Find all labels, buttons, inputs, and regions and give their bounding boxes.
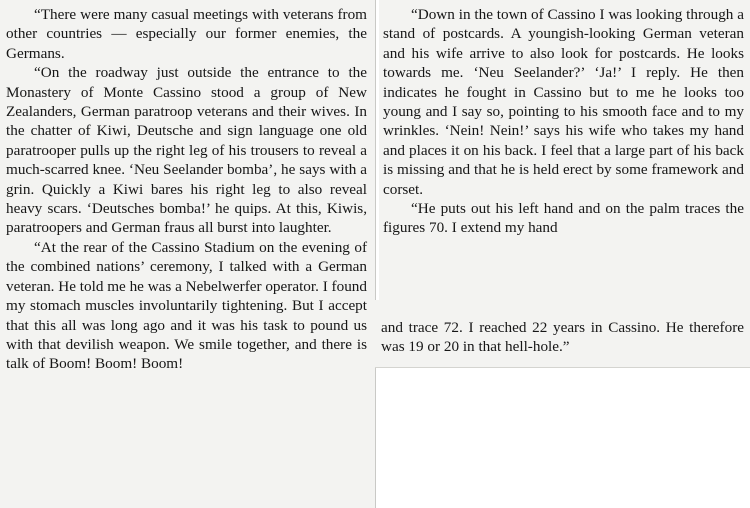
right-column-continuation <box>375 300 750 368</box>
paragraph: “Down in the town of Cassino I was looking through a stand of postcards. A youngish-looking German veteran and his wife arrive to also look for postcards. He looks towards me. ‘Neu Seelander?’ ‘Ja!’ I reply. He then indicates he fought in Cassino but to me he looks too young and I say so, pointing to his smooth face and to my wrinkles. ‘Nein! Nein!’ says his wife who takes my hand and places it on his back. I feel that a large part of his back is missing and that he is held erect by some framework and corset. <box>383 6 744 198</box>
paragraph: and trace 72. I reached 22 years in Cassino. He therefore was 19 or 20 in that hell-hole.” <box>381 319 744 356</box>
paragraph: “He puts out his left hand and on the palm traces the figures 70. I extend my hand <box>383 200 744 237</box>
paragraph: “There were many casual meetings with veterans from other countries — especially our former enemies, the Germans. <box>6 6 367 62</box>
paragraph: “At the rear of the Cassino Stadium on the evening of the combined nations’ ceremony, I talked with a German veteran. He told me he was a Nebelwerfer operator. I found my stomach muscles involuntarily tightening. But I accept that this all was long ago and it was his task to pound us with that devilish weapon. We smile together, and there is talk of Boom! Boom! Boom! <box>6 238 367 373</box>
right-column <box>379 0 750 300</box>
paragraph: “On the roadway just outside the entrance to the Monastery of Monte Cassino stood a group of New Zealanders, German paratroop veterans and their wives. In the chatter of Kiwi, Deutsche and sign language one old paratrooper pulls up the right leg of his trousers to reveal a much-scarred knee. ‘Neu Seelander bomba’, he says with a grin. Quickly a Kiwi bares his right leg to also reveal heavy scars. ‘Deutsches bomba!’ he quips. At this, Kiwis, paratroopers and German fraus all burst into laughter. <box>6 64 367 237</box>
